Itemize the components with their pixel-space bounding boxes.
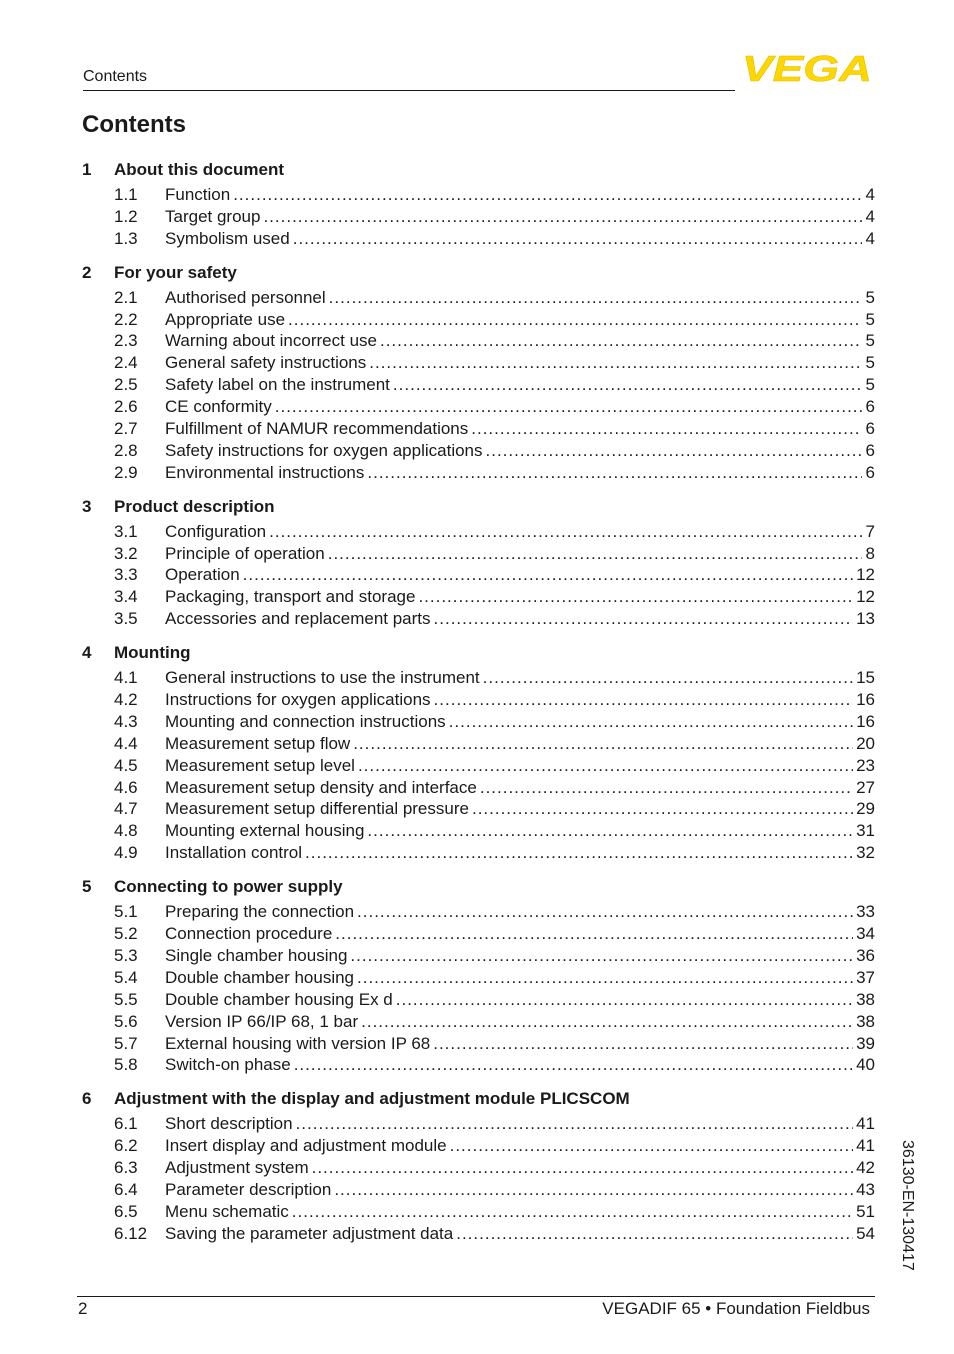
entry-title: Principle of operation [165, 543, 325, 563]
toc-entry[interactable] [82, 330, 875, 352]
entry-number: 2.1 [114, 287, 138, 307]
toc-entry[interactable] [82, 733, 875, 755]
entry-number: 6.5 [114, 1201, 138, 1221]
section-title: Product description [114, 496, 275, 516]
entry-page-number: 41 [856, 1136, 875, 1156]
section-title: Connecting to power supply [114, 877, 343, 897]
entry-number: 2.4 [114, 353, 138, 373]
dot-leader [353, 733, 853, 755]
entry-title: Safety label on the instrument [165, 375, 390, 395]
entry-page-number: 32 [856, 843, 875, 863]
entry-number: 3.2 [114, 543, 138, 563]
dot-leader [312, 1157, 853, 1179]
entry-page-number: 15 [856, 668, 875, 688]
toc-entry[interactable] [82, 820, 875, 842]
dot-leader [434, 689, 854, 711]
toc-entry[interactable] [82, 1201, 875, 1223]
entry-number: 1.3 [114, 228, 138, 248]
dot-leader [233, 184, 862, 206]
entry-number: 4.1 [114, 668, 138, 688]
entry-number: 4.5 [114, 755, 138, 775]
entry-number: 6.4 [114, 1179, 138, 1199]
dot-leader [328, 543, 862, 565]
dot-leader [396, 989, 853, 1011]
toc-section [82, 641, 875, 864]
entry-page-number: 12 [856, 587, 875, 607]
entry-number: 5.7 [114, 1033, 138, 1053]
section-heading[interactable] [82, 495, 875, 519]
entry-page-number: 36 [856, 945, 875, 965]
dot-leader [275, 396, 862, 418]
section-number: 3 [82, 496, 92, 516]
section-heading[interactable] [82, 261, 875, 285]
toc-entry[interactable] [82, 543, 875, 565]
dot-leader [483, 667, 853, 689]
entry-page-number: 51 [856, 1201, 875, 1221]
table-of-contents [82, 158, 875, 1256]
entry-number: 2.3 [114, 331, 138, 351]
toc-entry[interactable] [82, 521, 875, 543]
entry-number: 4.7 [114, 799, 138, 819]
dot-leader [334, 1179, 853, 1201]
entry-title: Instructions for oxygen applications [165, 690, 431, 710]
section-title: About this document [114, 160, 284, 179]
toc-entry[interactable] [82, 462, 875, 484]
dot-leader [456, 1223, 853, 1245]
dot-leader [418, 586, 853, 608]
dot-leader [269, 521, 862, 543]
entry-page-number: 5 [865, 331, 875, 351]
toc-entry[interactable] [82, 352, 875, 374]
entry-number: 5.4 [114, 967, 138, 987]
dot-leader [471, 418, 862, 440]
entry-title: Adjustment system [165, 1158, 309, 1178]
entry-number: 1.1 [114, 185, 138, 204]
toc-entry[interactable] [82, 945, 875, 967]
toc-entry[interactable] [82, 586, 875, 608]
entry-page-number: 5 [865, 375, 875, 395]
entry-number: 3.1 [114, 521, 138, 541]
logo-text: VEGA [742, 53, 872, 83]
section-title: For your safety [114, 262, 237, 282]
page-title: Contents [82, 111, 186, 138]
dot-leader [288, 309, 862, 331]
dot-leader [380, 330, 862, 352]
entry-title: Mounting external housing [165, 821, 365, 841]
entry-number: 2.6 [114, 397, 138, 417]
footer-product-name: VEGADIF 65 • Foundation Fieldbus [602, 1299, 870, 1318]
entry-title: External housing with version IP 68 [165, 1033, 431, 1053]
dot-leader [350, 945, 853, 967]
toc-entry[interactable] [82, 1054, 875, 1076]
entry-number: 5.6 [114, 1011, 138, 1031]
entry-page-number: 4 [865, 206, 875, 226]
dot-leader [329, 287, 862, 309]
section-heading[interactable] [82, 1087, 875, 1111]
entry-title: Environmental instructions [165, 462, 365, 482]
entry-number: 3.3 [114, 565, 138, 585]
entry-page-number: 27 [856, 777, 875, 797]
footer-page-number: 2 [78, 1299, 88, 1318]
entry-page-number: 34 [856, 924, 875, 944]
entry-number: 2.2 [114, 309, 138, 329]
toc-entry[interactable] [82, 755, 875, 777]
entry-title: CE conformity [165, 397, 272, 417]
toc-entry[interactable] [82, 923, 875, 945]
entry-page-number: 6 [865, 397, 875, 417]
entry-title: Operation [165, 565, 240, 585]
entry-title: Measurement setup differential pressure [165, 799, 469, 819]
toc-entry[interactable] [82, 798, 875, 820]
toc-entry[interactable] [82, 1157, 875, 1179]
entry-title: Connection procedure [165, 924, 333, 944]
section-heading[interactable] [82, 641, 875, 665]
entry-title: Appropriate use [165, 309, 286, 329]
entry-page-number: 20 [856, 733, 875, 753]
dot-leader [358, 755, 853, 777]
section-number: 5 [82, 877, 92, 897]
toc-entry[interactable] [82, 989, 875, 1011]
entry-number: 2.8 [114, 440, 138, 460]
entry-title: Fulfillment of NAMUR recommendations [165, 419, 469, 439]
entry-number: 5.5 [114, 989, 138, 1009]
entry-title: Authorised personnel [165, 287, 326, 307]
toc-section [82, 1087, 875, 1244]
entry-number: 4.6 [114, 777, 138, 797]
dot-leader [305, 842, 853, 864]
toc-entry[interactable] [82, 1179, 875, 1201]
toc-entry[interactable] [82, 1033, 875, 1055]
section-number: 2 [82, 262, 92, 282]
toc-entry[interactable] [82, 184, 875, 206]
toc-section [82, 261, 875, 484]
toc-entry[interactable] [82, 842, 875, 864]
entry-page-number: 13 [856, 609, 875, 629]
entry-number: 2.9 [114, 462, 138, 482]
entry-page-number: 4 [865, 185, 875, 204]
entry-page-number: 16 [856, 711, 875, 731]
section-heading[interactable] [82, 158, 875, 182]
entry-page-number: 40 [856, 1055, 875, 1075]
dot-leader [296, 1113, 854, 1135]
dot-leader [486, 440, 862, 462]
dot-leader [263, 206, 862, 228]
dot-leader [335, 923, 853, 945]
entry-number: 3.5 [114, 609, 138, 629]
entry-page-number: 16 [856, 690, 875, 710]
entry-title: General instructions to use the instrument [165, 668, 480, 688]
toc-entry[interactable] [82, 206, 875, 228]
toc-entry[interactable] [82, 564, 875, 586]
entry-title: Function [165, 185, 231, 204]
toc-section [82, 158, 875, 250]
entry-page-number: 43 [856, 1179, 875, 1199]
entry-page-number: 6 [865, 440, 875, 460]
toc-entry[interactable] [82, 1135, 875, 1157]
entry-title: Preparing the connection [165, 902, 355, 922]
toc-entry[interactable] [82, 1113, 875, 1135]
entry-number: 2.7 [114, 419, 138, 439]
entry-page-number: 38 [856, 989, 875, 1009]
section-number: 6 [82, 1089, 92, 1109]
entry-number: 5.2 [114, 924, 138, 944]
entry-number: 2.5 [114, 375, 138, 395]
entry-page-number: 41 [856, 1114, 875, 1134]
entry-page-number: 42 [856, 1158, 875, 1178]
toc-entry[interactable] [82, 309, 875, 331]
entry-title: Configuration [165, 521, 267, 541]
entry-title: Measurement setup flow [165, 733, 351, 753]
toc-entry[interactable] [82, 228, 875, 250]
entry-title: Packaging, transport and storage [165, 587, 416, 607]
entry-number: 6.1 [114, 1114, 138, 1134]
entry-title: Short description [165, 1114, 293, 1134]
entry-page-number: 12 [856, 565, 875, 585]
toc-entry[interactable] [82, 1223, 875, 1245]
dot-leader [449, 711, 853, 733]
entry-page-number: 6 [865, 462, 875, 482]
entry-title: General safety instructions [165, 353, 367, 373]
entry-number: 4.4 [114, 733, 138, 753]
entry-page-number: 33 [856, 902, 875, 922]
dot-leader [357, 967, 853, 989]
entry-title: Accessories and replacement parts [165, 609, 431, 629]
toc-entry[interactable] [82, 608, 875, 630]
entry-page-number: 8 [865, 543, 875, 563]
toc-section [82, 495, 875, 630]
entry-page-number: 23 [856, 755, 875, 775]
entry-page-number: 7 [865, 521, 875, 541]
entry-page-number: 37 [856, 967, 875, 987]
entry-title: Warning about incorrect use [165, 331, 377, 351]
entry-number: 3.4 [114, 587, 138, 607]
entry-number: 5.3 [114, 945, 138, 965]
entry-number: 6.3 [114, 1158, 138, 1178]
entry-title: Double chamber housing Ex d [165, 989, 393, 1009]
dot-leader [367, 820, 853, 842]
dot-leader [369, 352, 862, 374]
entry-number: 1.2 [114, 206, 138, 226]
entry-title: Switch-on phase [165, 1055, 291, 1075]
vega-logo [742, 53, 872, 83]
toc-entry[interactable] [82, 901, 875, 923]
dot-leader [450, 1135, 853, 1157]
section-title: Mounting [114, 643, 191, 663]
document-code: 36130-EN-130417 [899, 1140, 916, 1271]
running-header: Contents [83, 68, 148, 85]
toc-entry[interactable] [82, 777, 875, 799]
footer-rule [77, 1296, 875, 1297]
dot-leader [472, 798, 853, 820]
entry-title: Version IP 66/IP 68, 1 bar [165, 1011, 359, 1031]
dot-leader [433, 1033, 853, 1055]
dot-leader [367, 462, 862, 484]
entry-title: Parameter description [165, 1179, 332, 1199]
dot-leader [361, 1011, 853, 1033]
entry-number: 4.9 [114, 843, 138, 863]
entry-page-number: 29 [856, 799, 875, 819]
entry-title: Menu schematic [165, 1201, 289, 1221]
toc-entry[interactable] [82, 667, 875, 689]
entry-number: 4.3 [114, 711, 138, 731]
toc-section [82, 875, 875, 1076]
entry-title: Insert display and adjustment module [165, 1136, 447, 1156]
dot-leader [393, 374, 862, 396]
entry-page-number: 31 [856, 821, 875, 841]
entry-number: 6.12 [114, 1223, 148, 1243]
section-title: Adjustment with the display and adjustment module PLICSCOM [114, 1089, 630, 1109]
section-number: 1 [82, 160, 92, 179]
toc-entry[interactable] [82, 396, 875, 418]
entry-number: 4.2 [114, 690, 138, 710]
entry-title: Measurement setup density and interface [165, 777, 477, 797]
entry-page-number: 39 [856, 1033, 875, 1053]
toc-entry[interactable] [82, 418, 875, 440]
section-heading[interactable] [82, 875, 875, 899]
entry-number: 4.8 [114, 821, 138, 841]
toc-entry[interactable] [82, 711, 875, 733]
entry-title: Target group [165, 206, 261, 226]
toc-entry[interactable] [82, 1011, 875, 1033]
entry-page-number: 6 [865, 419, 875, 439]
toc-entry[interactable] [82, 287, 875, 309]
entry-page-number: 5 [865, 353, 875, 373]
header-rule [83, 90, 735, 91]
entry-title: Safety instructions for oxygen applications [165, 440, 483, 460]
entry-title: Double chamber housing [165, 967, 355, 987]
section-number: 4 [82, 643, 92, 663]
entry-page-number: 38 [856, 1011, 875, 1031]
dot-leader [480, 777, 853, 799]
entry-title: Mounting and connection instructions [165, 711, 446, 731]
entry-title: Single chamber housing [165, 945, 348, 965]
toc-entry[interactable] [82, 967, 875, 989]
entry-title: Installation control [165, 843, 303, 863]
dot-leader [292, 1201, 853, 1223]
entry-number: 6.2 [114, 1136, 138, 1156]
entry-title: Symbolism used [165, 228, 290, 248]
entry-title: Measurement setup level [165, 755, 355, 775]
dot-leader [357, 901, 853, 923]
entry-number: 5.8 [114, 1055, 138, 1075]
toc-entry[interactable] [82, 374, 875, 396]
toc-entry[interactable] [82, 440, 875, 462]
entry-page-number: 54 [856, 1223, 875, 1243]
dot-leader [293, 228, 862, 250]
dot-leader [434, 608, 854, 630]
entry-page-number: 5 [865, 309, 875, 329]
entry-page-number: 4 [865, 228, 875, 248]
toc-entry[interactable] [82, 689, 875, 711]
dot-leader [294, 1054, 853, 1076]
entry-page-number: 5 [865, 287, 875, 307]
dot-leader [243, 564, 853, 586]
entry-number: 5.1 [114, 902, 138, 922]
entry-title: Saving the parameter adjustment data [165, 1223, 454, 1243]
